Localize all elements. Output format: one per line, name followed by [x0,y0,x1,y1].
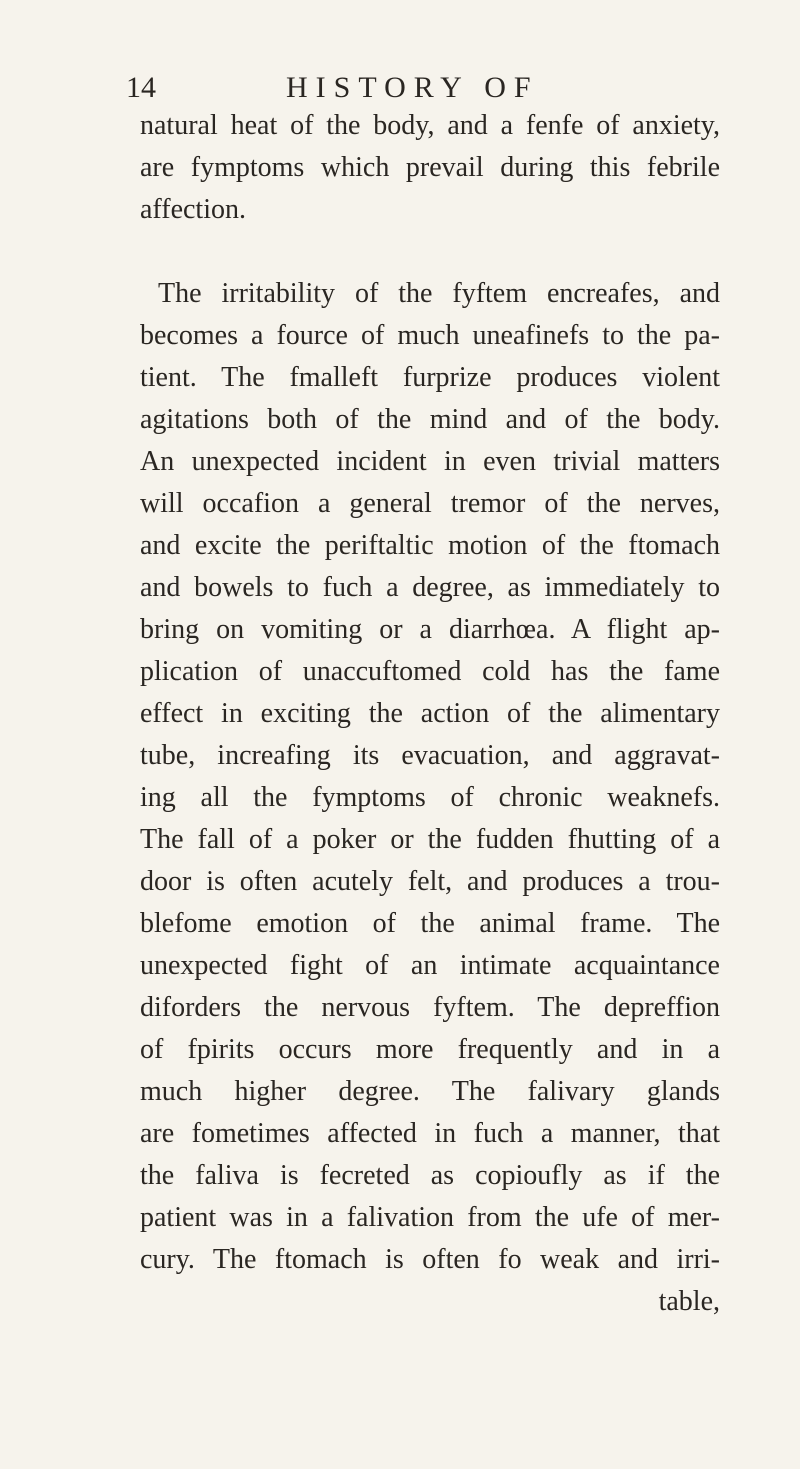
text-line: affection. [140,194,246,225]
text-line: The irritability of the fyftem encreafes, and [158,278,720,309]
running-head: HISTORY OF [286,71,539,104]
text-line: An unexpected incident in even trivial matters [140,446,720,477]
text-line: and excite the periftaltic motion of the ftomach [140,530,720,561]
text-line: tube, increafing its evacuation, and aggravat- [140,740,720,771]
page-header [0,68,800,108]
text-line: and bowels to fuch a degree, as immediately to [140,572,720,603]
text-line: bring on vomiting or a diarrhœa. A flight ap- [140,614,720,645]
body-text [140,105,720,1323]
catchword: table, [658,1286,720,1317]
text-line: door is often acutely felt, and produces a trou- [140,866,720,897]
text-line: will occafion a general tremor of the nerves, [140,488,720,519]
text-line: tient. The fmalleft furprize produces violent [140,362,720,393]
text-line: cury. The ftomach is often fo weak and irri- [140,1244,720,1275]
text-line: The fall of a poker or the fudden fhutting of a [140,824,720,855]
paragraph-gap [140,231,720,273]
text-line: plication of unaccuftomed cold has the fame [140,656,720,687]
text-line: natural heat of the body, and a fenfe of anxiety, [140,110,720,141]
text-line: unexpected fight of an intimate acquaintance [140,950,720,981]
text-line: agitations both of the mind and of the body. [140,404,720,435]
text-line: effect in exciting the action of the alimentary [140,698,720,729]
text-line: ing all the fymptoms of chronic weaknefs. [140,782,720,813]
text-line: patient was in a falivation from the ufe of mer- [140,1202,720,1233]
text-line: diforders the nervous fyftem. The depreffion [140,992,720,1023]
text-line: much higher degree. The falivary glands [140,1076,720,1107]
page-number: 14 [126,71,156,104]
text-line: the faliva is fecreted as copioufly as if the [140,1160,720,1191]
text-line: of fpirits occurs more frequently and in a [140,1034,720,1065]
text-line: are fometimes affected in fuch a manner, that [140,1118,720,1149]
text-line: becomes a fource of much uneafinefs to the pa- [140,320,720,351]
text-line: blefome emotion of the animal frame. The [140,908,720,939]
text-line: are fymptoms which prevail during this febrile [140,152,720,183]
